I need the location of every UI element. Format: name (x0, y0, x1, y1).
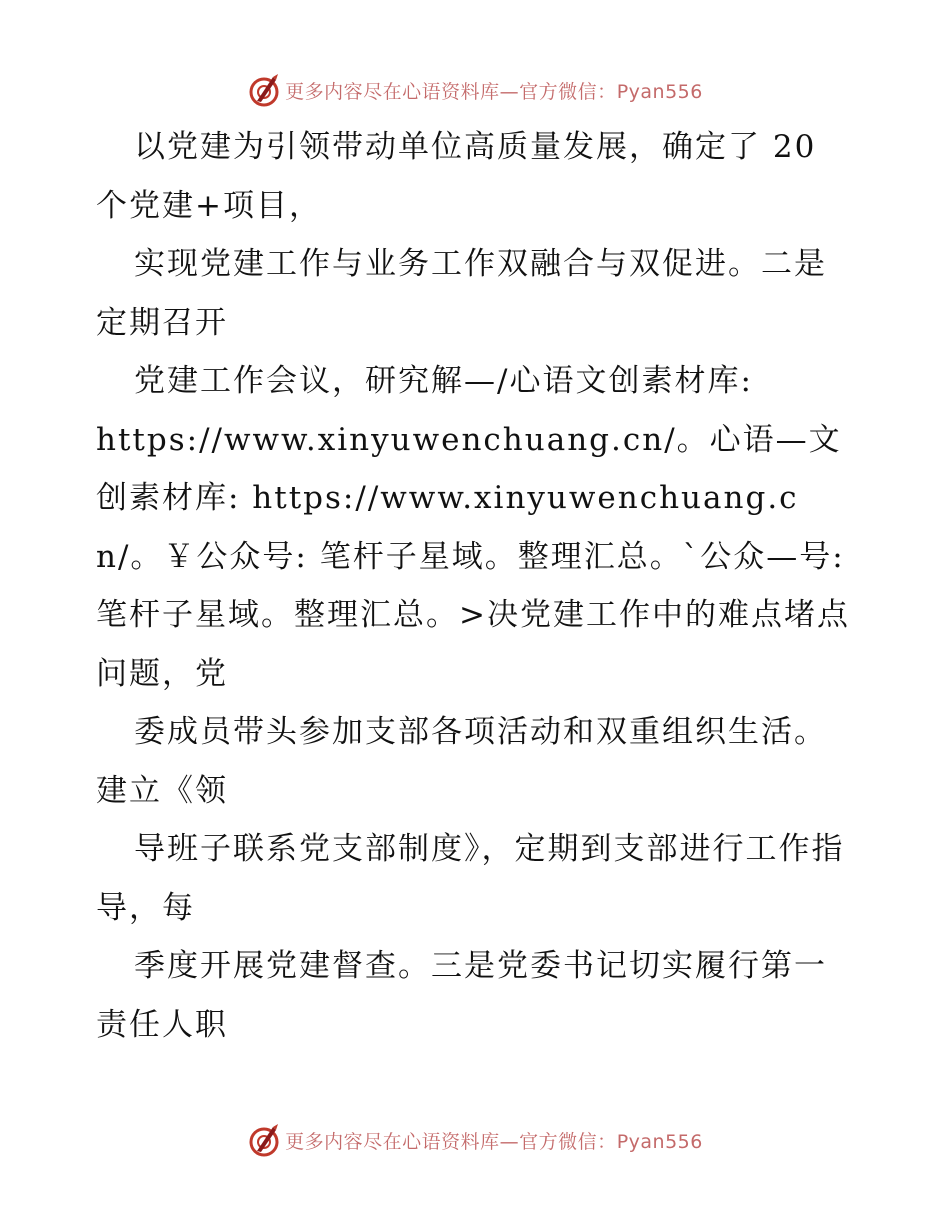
paragraph-4: https://www.xinyuwenchuang.cn/。心语—文创素材库: https://www.xinyuwenchuang.cn/。￥公众号: 笔杆子星域。整理汇总。`公众—号: 笔杆子星域。整理汇总。>决党建工作中的难点堵点问题，党 (96, 421, 850, 692)
paragraph-1: 以党建为引领带动单位高质量发展，确定了 20 个党建+项目， (96, 129, 817, 224)
watermark-main-text: 更多内容尽在心语资料库 (285, 80, 500, 103)
watermark-separator: — (499, 1130, 520, 1153)
watermark-wechat-label: 官方微信： (519, 1130, 617, 1153)
quill-pen-logo-icon (247, 1123, 281, 1157)
paragraph-5: 委成员带头参加支部各项活动和双重组织生活。建立《领 (96, 714, 827, 809)
paragraph-6: 导班子联系党支部制度》，定期到支部进行工作指导，每 (96, 831, 845, 926)
footer-watermark (0, 1120, 950, 1160)
watermark-wechat-label: 官方微信： (519, 80, 617, 103)
document-body (96, 118, 856, 1054)
paragraph-7: 季度开展党建督查。三是党委书记切实履行第一责任人职 (96, 948, 827, 1043)
watermark-separator: — (499, 80, 520, 103)
paragraph-3: 党建工作会议，研究解—/心语文创素材库: (134, 363, 753, 399)
watermark-wechat-id: Pyan556 (616, 80, 703, 103)
quill-pen-logo-icon (247, 73, 281, 107)
header-watermark (0, 70, 950, 110)
watermark-wechat-id: Pyan556 (616, 1130, 703, 1153)
paragraph-2: 实现党建工作与业务工作双融合与双促进。二是定期召开 (96, 246, 827, 341)
watermark-main-text: 更多内容尽在心语资料库 (285, 1130, 500, 1153)
